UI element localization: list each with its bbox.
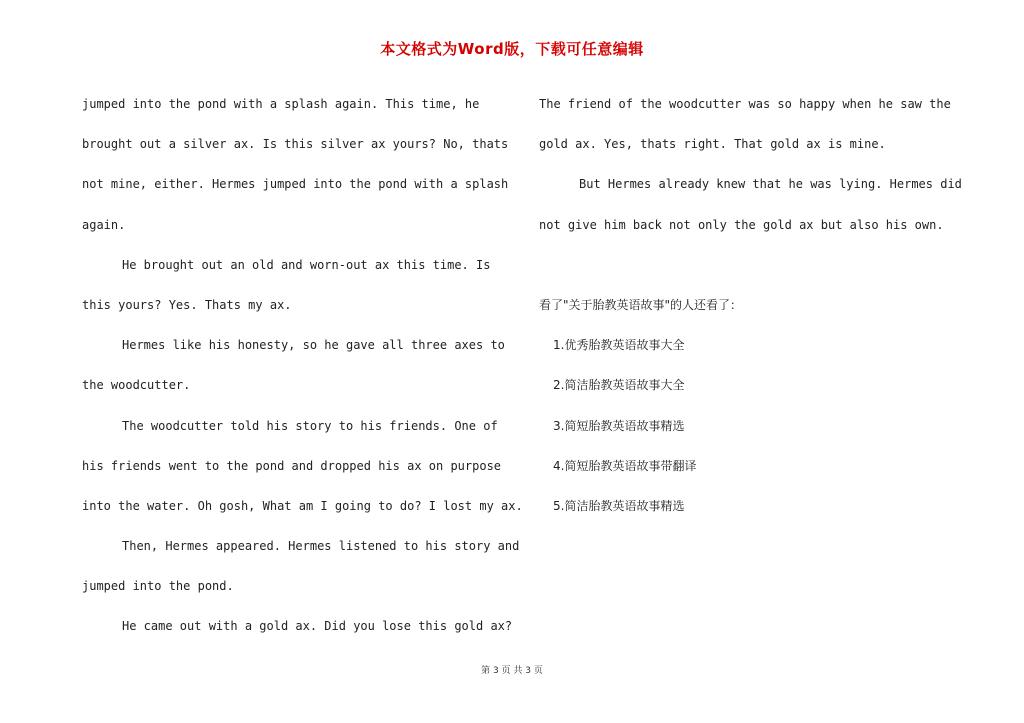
paragraph-line: this yours? Yes. Thats my ax.: [82, 297, 292, 312]
paragraph-line: not give him back not only the gold ax but also his own.: [539, 217, 944, 232]
related-article-link[interactable]: 1.优秀胎教英语故事大全: [553, 338, 685, 353]
paragraph-line: He came out with a gold ax. Did you lose this gold ax?: [122, 619, 513, 634]
left-text-column: [82, 84, 523, 647]
related-article-link[interactable]: 2.简洁胎教英语故事大全: [553, 378, 685, 393]
paragraph-line: again.: [82, 217, 126, 232]
paragraph-line: brought out a silver ax. Is this silver ax yours? No, thats: [82, 137, 509, 152]
paragraph-line: Then, Hermes appeared. Hermes listened to his story and: [122, 539, 520, 554]
related-article-link[interactable]: 5.简洁胎教英语故事精选: [553, 498, 685, 513]
related-article-link[interactable]: 3.简短胎教英语故事精选: [553, 418, 685, 433]
paragraph-line: The friend of the woodcutter was so happy when he saw the: [539, 97, 951, 111]
document-banner: 本文格式为Word版，下载可任意编辑: [380, 40, 644, 58]
paragraph-line: He brought out an old and worn-out ax this time. Is: [122, 257, 491, 272]
paragraph-line: jumped into the pond.: [82, 579, 234, 594]
spacer: [539, 245, 959, 285]
paragraph-line: gold ax. Yes, thats right. That gold ax is mine.: [539, 137, 886, 152]
paragraph-line: But Hermes already knew that he was lying. Hermes did: [579, 177, 962, 192]
related-articles-heading: 看了"关于胎教英语故事"的人还看了：: [539, 297, 743, 312]
paragraph-line: not mine, either. Hermes jumped into the pond with a splash: [82, 177, 509, 192]
page-number-footer: 第 3 页 共 3 页: [481, 666, 543, 676]
paragraph-line: his friends went to the pond and dropped his ax on purpose: [82, 458, 502, 473]
paragraph-line: The woodcutter told his story to his friends. One of: [122, 418, 498, 433]
paragraph-line: jumped into the pond with a splash again. This time, he: [82, 97, 480, 111]
paragraph-line: Hermes like his honesty, so he gave all three axes to: [122, 338, 505, 353]
paragraph-line: the woodcutter.: [82, 378, 191, 393]
related-article-link[interactable]: 4.简短胎教英语故事带翻译: [553, 458, 697, 473]
paragraph-line: into the water. Oh gosh, What am I going to do? I lost my ax.: [82, 498, 523, 513]
right-text-column: [539, 84, 962, 526]
